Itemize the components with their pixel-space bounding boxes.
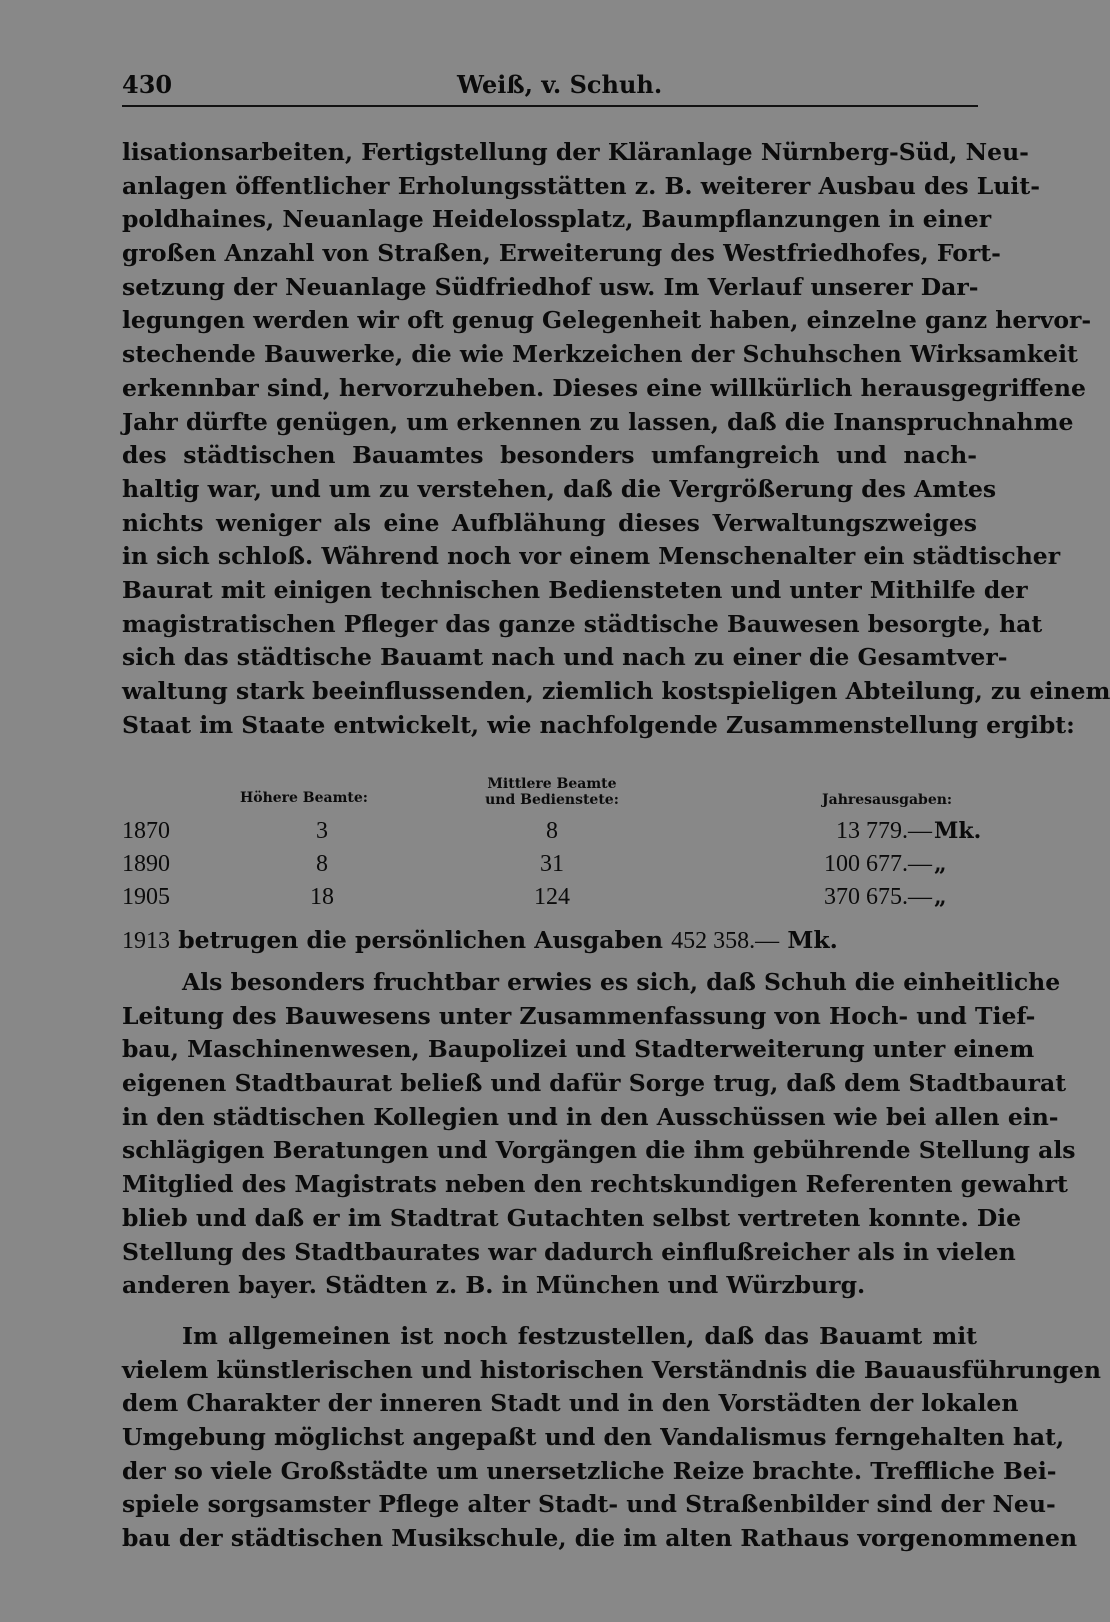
text-line: Mitglied des Magistrats neben den rechtskundigen Referenten gewahrt bbox=[122, 1170, 1068, 1199]
summary-line bbox=[122, 926, 838, 955]
cell-unit: „ bbox=[934, 851, 947, 877]
column-header-expenses: Jahresausgaben: bbox=[822, 792, 953, 808]
cell-middle: 31 bbox=[540, 851, 564, 877]
text-line: in sich schloß. Während noch vor einem Menschenalter ein städtischer bbox=[122, 542, 1061, 571]
cell-higher: 3 bbox=[316, 818, 328, 844]
page-number: 430 bbox=[122, 70, 173, 99]
text-line: lisationsarbeiten, Fertigstellung der Kläranlage Nürnberg-Süd, Neu- bbox=[122, 138, 1029, 166]
text-line: Als besonders fruchtbar erwies es sich, daß Schuh die einheitliche bbox=[182, 968, 1061, 996]
text-line: großen Anzahl von Straßen, Erweiterung des Westfriedhofes, Fort- bbox=[122, 239, 1001, 268]
text-line: legungen werden wir oft genug Gelegenheit haben, einzelne ganz hervor- bbox=[122, 306, 1092, 335]
column-header-middle bbox=[472, 776, 632, 808]
table-row bbox=[122, 884, 977, 916]
text-line: magistratischen Pfleger das ganze städtische Bauwesen besorgte, hat bbox=[122, 609, 1043, 638]
text-line: blieb und daß er im Stadtrat Gutachten selbst vertreten konnte. Die bbox=[122, 1203, 1022, 1232]
text-line: Umgebung möglichst angepaßt und den Vandalismus ferngehalten hat, bbox=[122, 1423, 1065, 1452]
text-line: Baurat mit einigen technischen Bediensteten und unter Mithilfe der bbox=[122, 575, 1028, 604]
column-header-middle-line1: Mittlere Beamte bbox=[487, 776, 617, 792]
column-header-higher: Höhere Beamte: bbox=[240, 790, 368, 806]
text-line: in den städtischen Kollegien und in den Ausschüssen wie bei allen ein- bbox=[122, 1102, 1059, 1131]
page-header bbox=[122, 64, 978, 104]
summary-amount: 452 358.— bbox=[671, 928, 780, 954]
paragraph-3 bbox=[122, 1320, 1101, 1556]
text-line: poldhaines, Neuanlage Heidelossplatz, Baumpflanzungen in einer bbox=[122, 205, 992, 234]
running-title: Weiß, v. Schuh. bbox=[457, 70, 663, 99]
paragraph-2 bbox=[122, 966, 1076, 1303]
text-line: stechende Bauwerke, die wie Merkzeichen der Schuhschen Wirksamkeit bbox=[122, 340, 1078, 369]
text-line: bau, Maschinenwesen, Baupolizei und Stadterweiterung unter einem bbox=[122, 1035, 1035, 1064]
cell-year: 1905 bbox=[122, 884, 170, 910]
text-line: waltung stark beeinflussenden, ziemlich kostspieligen Abteilung, zu einem bbox=[122, 677, 1110, 705]
text-line: des städtischen Bauamtes besonders umfangreich und nach- bbox=[122, 441, 977, 470]
text-line: Jahr dürfte genügen, um erkennen zu lassen, daß die Inanspruchnahme bbox=[122, 407, 1074, 436]
header-rule bbox=[122, 105, 978, 107]
summary-text: betrugen die persönlichen Ausgaben bbox=[178, 926, 663, 954]
text-line: sich das städtische Bauamt nach und nach zu einer die Gesamtver- bbox=[122, 643, 1008, 672]
cell-amount: 13 779.— bbox=[836, 818, 932, 844]
summary-unit: Mk. bbox=[787, 926, 838, 954]
cell-unit: Mk. bbox=[934, 818, 982, 844]
table-row bbox=[122, 818, 982, 850]
cell-higher: 18 bbox=[310, 884, 334, 910]
text-line: bau der städtischen Musikschule, die im alten Rathaus vorgenommenen bbox=[122, 1524, 1078, 1553]
text-line: nichts weniger als eine Aufblähung dieses Verwaltungszweiges bbox=[122, 508, 977, 537]
table-row bbox=[122, 851, 977, 883]
text-line: spiele sorgsamster Pflege alter Stadt- und Straßenbilder sind der Neu- bbox=[122, 1490, 1056, 1519]
cell-amount: 100 677.— bbox=[824, 851, 932, 877]
cell-amount: 370 675.— bbox=[824, 884, 932, 910]
text-line: anlagen öffentlicher Erholungsstätten z. B. weiterer Ausbau des Luit- bbox=[122, 171, 1040, 200]
column-header-middle-line2: und Bedienstete: bbox=[485, 792, 619, 808]
text-line: eigenen Stadtbaurat beließ und dafür Sorge trug, daß dem Stadtbaurat bbox=[122, 1069, 1067, 1098]
text-line: Leitung des Bauwesens unter Zusammenfassung von Hoch- und Tief- bbox=[122, 1001, 1036, 1030]
text-line: setzung der Neuanlage Südfriedhof usw. Im Verlauf unserer Dar- bbox=[122, 272, 979, 301]
cell-year: 1870 bbox=[122, 818, 170, 844]
text-line: vielem künstlerischen und historischen Verständnis die Bauausführungen bbox=[122, 1355, 1101, 1384]
text-line: Im allgemeinen ist noch festzustellen, daß das Bauamt mit bbox=[182, 1322, 977, 1350]
text-line: Stellung des Stadtbaurates war dadurch einflußreicher als in vielen bbox=[122, 1237, 1016, 1266]
text-line: schlägigen Beratungen und Vorgängen die ihm gebührende Stellung als bbox=[122, 1136, 1076, 1165]
paragraph-1 bbox=[122, 136, 1110, 742]
cell-year: 1890 bbox=[122, 851, 170, 877]
text-line: erkennbar sind, hervorzuheben. Dieses eine willkürlich herausgegriffene bbox=[122, 373, 1086, 402]
text-line: anderen bayer. Städten z. B. in München und Würzburg. bbox=[122, 1271, 866, 1300]
cell-middle: 124 bbox=[534, 884, 570, 910]
text-line: Staat im Staate entwickelt, wie nachfolgende Zusammenstellung ergibt: bbox=[122, 710, 1075, 739]
cell-unit: „ bbox=[934, 884, 947, 910]
cell-middle: 8 bbox=[546, 818, 558, 844]
text-line: der so viele Großstädte um unersetzliche Reize brachte. Treffliche Bei- bbox=[122, 1456, 1057, 1485]
summary-year: 1913 bbox=[122, 928, 170, 954]
text-line: dem Charakter der inneren Stadt und in den Vorstädten der lokalen bbox=[122, 1389, 1019, 1418]
cell-higher: 8 bbox=[316, 851, 328, 877]
text-line: haltig war, und um zu verstehen, daß die Vergrößerung des Amtes bbox=[122, 474, 997, 503]
